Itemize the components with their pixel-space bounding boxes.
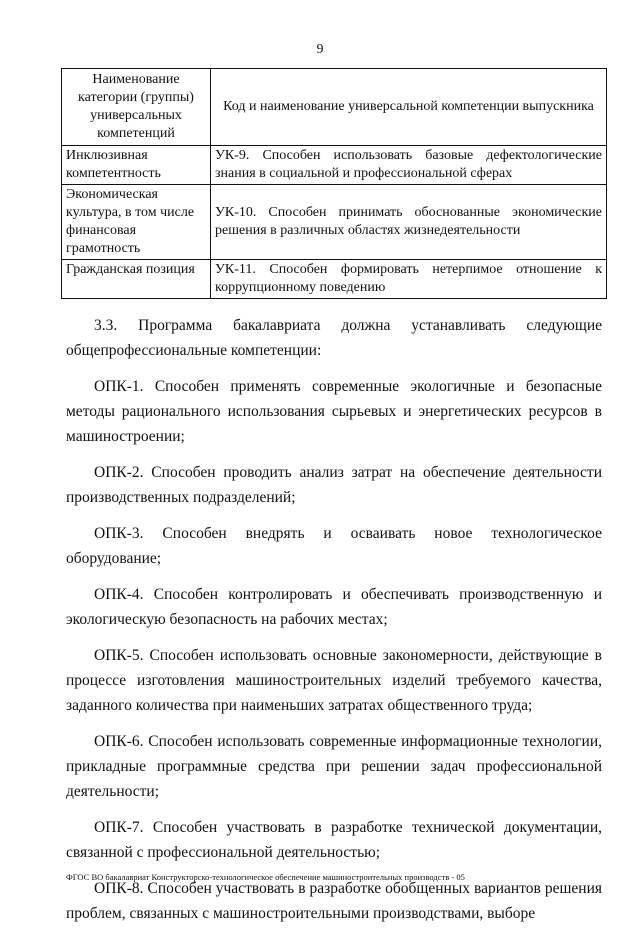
table-cell-category: Инклюзивная компетентность — [62, 146, 211, 185]
paragraph-intro: 3.3. Программа бакалавриата должна устанавливать следующие общепрофессиональные компетенции: — [66, 317, 602, 359]
table-header-competence: Код и наименование универсальной компетенции выпускника — [211, 69, 607, 146]
paragraph-opk-1: ОПК-1. Способен применять современные экологичные и безопасные методы рационального использования сырьевых и энергетических ресурсов в машиностроении; — [66, 378, 602, 445]
table-row — [62, 185, 607, 260]
paragraph-opk-3: ОПК-3. Способен внедрять и осваивать новое технологическое оборудование; — [66, 525, 602, 567]
table-cell-category: Экономическая культура, в том числе финансовая грамотность — [62, 185, 211, 260]
table-header-row — [62, 69, 607, 146]
page-number: 9 — [316, 42, 324, 57]
competence-table — [61, 68, 607, 299]
paragraph-opk-6: ОПК-6. Способен использовать современные информационные технологии, прикладные программные средства при решении задач профессиональной деятельности; — [66, 733, 602, 800]
table-cell-competence: УК-9. Способен использовать базовые дефектологические знания в социальной и профессиональной сферах — [211, 146, 607, 185]
table-cell-category: Гражданская позиция — [62, 260, 211, 299]
table-cell-competence: УК-11. Способен формировать нетерпимое отношение к коррупционному поведению — [211, 260, 607, 299]
paragraph-opk-8: ОПК-8. Способен участвовать в разработке обобщенных вариантов решения проблем, связанных с машиностроительными производствами, выборе — [66, 880, 602, 922]
page-footer: ФГОС ВО бакалавриат Конструкторско-технологическое обеспечение машиностроительных производств - 05 — [66, 872, 465, 882]
table-cell-competence: УК-10. Способен принимать обоснованные экономические решения в различных областях жизнедеятельности — [211, 185, 607, 260]
paragraph-opk-7: ОПК-7. Способен участвовать в разработке технической документации, связанной с профессиональной деятельностью; — [66, 819, 602, 861]
paragraph-opk-2: ОПК-2. Способен проводить анализ затрат на обеспечение деятельности производственных подразделений; — [66, 464, 602, 506]
table-row — [62, 260, 607, 299]
table-header-category: Наименование категории (группы) универсальных компетенций — [62, 69, 211, 146]
paragraph-opk-4: ОПК-4. Способен контролировать и обеспечивать производственную и экологическую безопасность на рабочих местах; — [66, 586, 602, 628]
document-body — [66, 313, 602, 937]
table-row — [62, 146, 607, 185]
paragraph-opk-5: ОПК-5. Способен использовать основные закономерности, действующие в процессе изготовления машиностроительных изделий требуемого качества, заданного количества при наименьших затратах общественного труда; — [66, 647, 602, 714]
